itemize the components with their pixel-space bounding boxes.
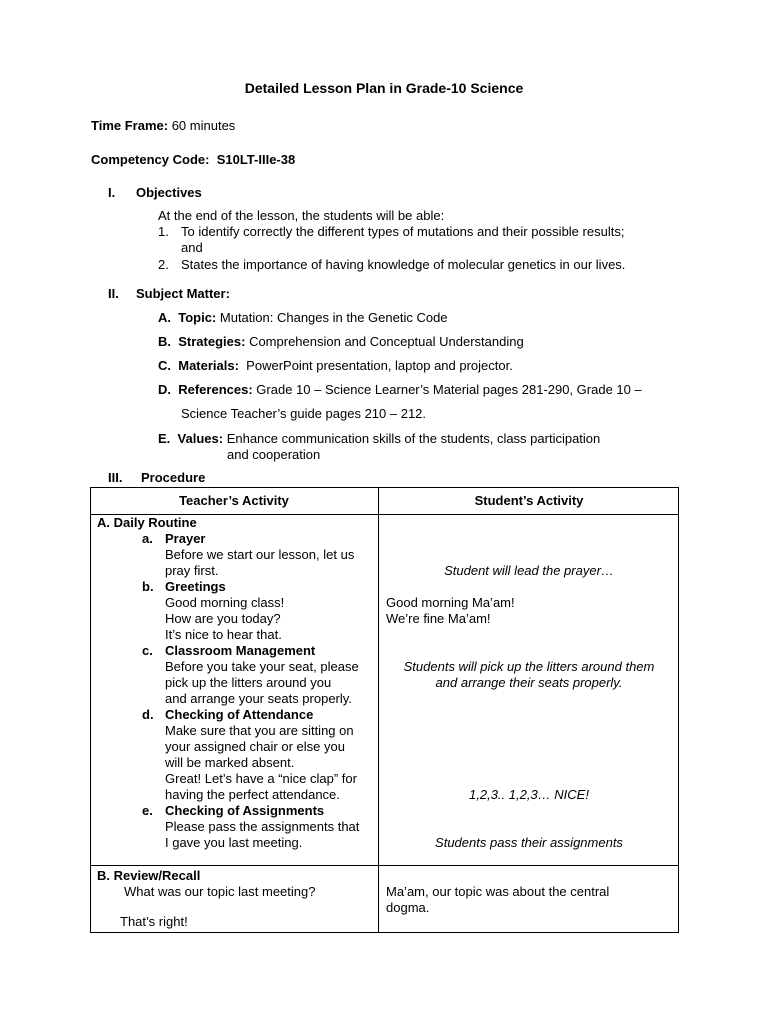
objective-num: 2.	[158, 257, 169, 272]
student-response: We’re fine Ma’am!	[386, 611, 491, 626]
objective-text: States the importance of having knowledge of molecular genetics in our lives.	[181, 257, 626, 272]
teacher-activity-header: Teacher’s Activity	[179, 493, 289, 508]
classroom-title: Classroom Management	[165, 643, 316, 658]
objectives-heading: Objectives	[136, 185, 202, 200]
competency-label: Competency Code:	[91, 152, 210, 167]
subject-item-topic	[158, 310, 448, 326]
teacher-line: will be marked absent.	[165, 755, 295, 770]
time-frame-label: Time Frame:	[91, 118, 169, 133]
item-text: Mutation: Changes in the Genetic Code	[219, 310, 448, 325]
subject-item-materials	[158, 358, 513, 374]
table-column-divider	[378, 487, 379, 933]
item-letter: B.	[158, 334, 171, 349]
item-text: Comprehension and Conceptual Understanding	[249, 334, 524, 349]
time-frame-value: 60 minutes	[171, 118, 236, 133]
page-title: Detailed Lesson Plan in Grade-10 Science	[244, 80, 524, 96]
teacher-line: I gave you last meeting.	[165, 835, 303, 850]
student-response: Students will pick up the litters around them	[403, 659, 655, 674]
review-response: That’s right!	[120, 914, 188, 929]
teacher-line: Good morning class!	[165, 595, 285, 610]
objective-text: To identify correctly the different types of mutations and their possible results;	[181, 224, 625, 239]
student-response: dogma.	[386, 900, 430, 915]
teacher-line: Before we start our lesson, let us	[165, 547, 355, 562]
objective-num: 1.	[158, 224, 169, 239]
objectives-num: I.	[108, 185, 116, 200]
subject-matter-num: II.	[108, 286, 119, 301]
competency-value: S10LT-IIIe-38	[216, 152, 296, 167]
item-letter: C.	[158, 358, 171, 373]
student-activity-header: Student’s Activity	[474, 493, 584, 508]
classroom-letter: c.	[142, 643, 153, 658]
item-text: Grade 10 – Science Learner’s Material pages 281-290, Grade 10 –	[256, 382, 642, 397]
item-label: Strategies:	[178, 334, 246, 349]
item-label: Materials:	[178, 358, 239, 373]
attendance-title: Checking of Attendance	[165, 707, 314, 722]
review-heading: B. Review/Recall	[97, 868, 201, 883]
teacher-line: your assigned chair or else you	[165, 739, 345, 754]
teacher-line: It’s nice to hear that.	[165, 627, 282, 642]
daily-routine-heading: A. Daily Routine	[97, 515, 197, 530]
prayer-title: Prayer	[165, 531, 206, 546]
subject-item-references-cont: Science Teacher’s guide pages 210 – 212.	[181, 406, 427, 421]
teacher-line: having the perfect attendance.	[165, 787, 340, 802]
teacher-line: pick up the litters around you	[165, 675, 332, 690]
prayer-letter: a.	[142, 531, 153, 546]
teacher-line: Great! Let’s have a “nice clap” for	[165, 771, 357, 786]
teacher-line: pray first.	[165, 563, 219, 578]
teacher-line: How are you today?	[165, 611, 281, 626]
procedure-heading: Procedure	[141, 470, 206, 485]
item-letter: E.	[158, 431, 171, 446]
review-question: What was our topic last meeting?	[124, 884, 316, 899]
assignments-letter: e.	[142, 803, 153, 818]
student-response: Ma’am, our topic was about the central	[386, 884, 610, 899]
procedure-num: III.	[108, 470, 123, 485]
objective-text-cont: and	[181, 240, 203, 255]
table-row-divider	[90, 865, 679, 866]
item-label: Values:	[177, 431, 224, 446]
student-response: 1,2,3.. 1,2,3… NICE!	[469, 787, 589, 802]
teacher-line: Before you take your seat, please	[165, 659, 359, 674]
item-text: Enhance communication skills of the students, class participation	[226, 431, 601, 446]
teacher-line: and arrange your seats properly.	[165, 691, 352, 706]
subject-item-values-cont: and cooperation	[227, 447, 321, 462]
assignments-title: Checking of Assignments	[165, 803, 325, 818]
time-frame	[91, 118, 235, 134]
student-response: Student will lead the prayer…	[444, 563, 614, 578]
greetings-title: Greetings	[165, 579, 226, 594]
teacher-line: Make sure that you are sitting on	[165, 723, 354, 738]
item-letter: A.	[158, 310, 171, 325]
student-response: and arrange their seats properly.	[435, 675, 623, 690]
subject-item-values	[158, 431, 600, 447]
student-response: Students pass their assignments	[435, 835, 623, 850]
greetings-letter: b.	[142, 579, 154, 594]
subject-item-strategies	[158, 334, 524, 350]
item-label: References:	[178, 382, 253, 397]
item-text: PowerPoint presentation, laptop and projector.	[246, 358, 513, 373]
objectives-intro: At the end of the lesson, the students will be able:	[158, 208, 445, 223]
attendance-letter: d.	[142, 707, 154, 722]
competency-code	[91, 152, 295, 168]
subject-matter-heading: Subject Matter:	[136, 286, 230, 301]
item-letter: D.	[158, 382, 171, 397]
teacher-line: Please pass the assignments that	[165, 819, 360, 834]
student-response: Good morning Ma’am!	[386, 595, 515, 610]
subject-item-references	[158, 382, 642, 398]
item-label: Topic:	[178, 310, 217, 325]
